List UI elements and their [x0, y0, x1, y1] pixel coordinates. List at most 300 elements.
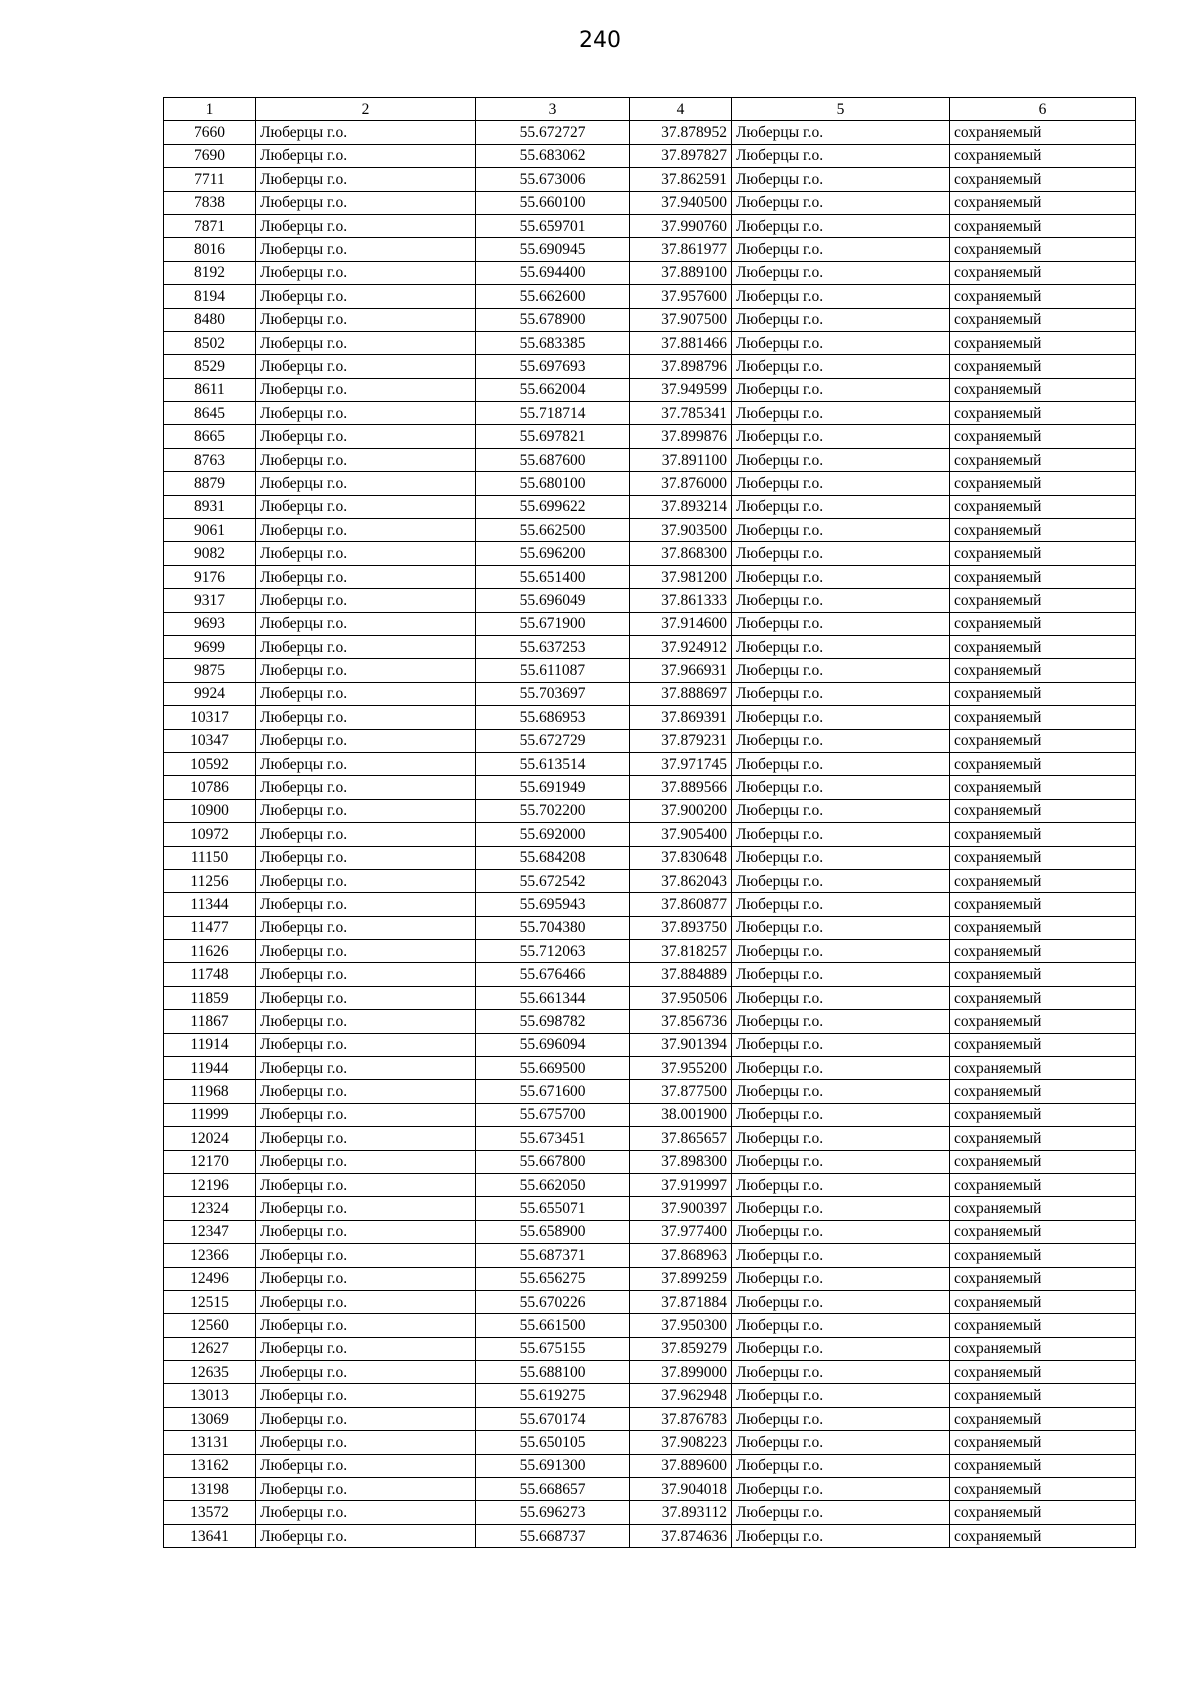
- column-header: 3: [476, 98, 630, 121]
- table-row: [164, 1314, 1136, 1337]
- cell-municipality-2: Люберцы г.о.: [732, 1478, 950, 1501]
- cell-latitude: 55.651400: [476, 565, 630, 588]
- cell-municipality: Люберцы г.о.: [256, 893, 476, 916]
- cell-longitude: 37.908223: [630, 1431, 732, 1454]
- cell-longitude: 37.862591: [630, 168, 732, 191]
- cell-municipality: Люберцы г.о.: [256, 261, 476, 284]
- cell-latitude: 55.662600: [476, 285, 630, 308]
- cell-status: сохраняемый: [950, 495, 1136, 518]
- cell-latitude: 55.655071: [476, 1197, 630, 1220]
- cell-status: сохраняемый: [950, 1057, 1136, 1080]
- cell-longitude: 37.830648: [630, 846, 732, 869]
- cell-status: сохраняемый: [950, 893, 1136, 916]
- cell-row-id: 11968: [164, 1080, 256, 1103]
- table-row: [164, 121, 1136, 144]
- cell-row-id: 7711: [164, 168, 256, 191]
- cell-row-id: 11256: [164, 869, 256, 892]
- cell-municipality: Люберцы г.о.: [256, 519, 476, 542]
- cell-latitude: 55.668657: [476, 1478, 630, 1501]
- cell-row-id: 7871: [164, 214, 256, 237]
- table-row: [164, 729, 1136, 752]
- cell-longitude: 37.990760: [630, 214, 732, 237]
- cell-row-id: 12170: [164, 1150, 256, 1173]
- cell-row-id: 9699: [164, 635, 256, 658]
- column-header: 1: [164, 98, 256, 121]
- cell-municipality: Люберцы г.о.: [256, 1407, 476, 1430]
- cell-municipality: Люберцы г.о.: [256, 238, 476, 261]
- cell-row-id: 11867: [164, 1010, 256, 1033]
- cell-status: сохраняемый: [950, 1103, 1136, 1126]
- cell-latitude: 55.687371: [476, 1244, 630, 1267]
- cell-row-id: 13131: [164, 1431, 256, 1454]
- cell-latitude: 55.671900: [476, 612, 630, 635]
- cell-municipality: Люберцы г.о.: [256, 1524, 476, 1547]
- cell-latitude: 55.658900: [476, 1220, 630, 1243]
- cell-status: сохраняемый: [950, 589, 1136, 612]
- cell-latitude: 55.659701: [476, 214, 630, 237]
- cell-municipality-2: Люберцы г.о.: [732, 1057, 950, 1080]
- cell-municipality-2: Люберцы г.о.: [732, 191, 950, 214]
- cell-latitude: 55.696094: [476, 1033, 630, 1056]
- cell-longitude: 37.897827: [630, 144, 732, 167]
- cell-longitude: 37.966931: [630, 659, 732, 682]
- cell-latitude: 55.662004: [476, 378, 630, 401]
- cell-municipality-2: Люберцы г.о.: [732, 1080, 950, 1103]
- cell-longitude: 37.868300: [630, 542, 732, 565]
- cell-status: сохраняемый: [950, 846, 1136, 869]
- cell-longitude: 37.914600: [630, 612, 732, 635]
- cell-longitude: 37.971745: [630, 752, 732, 775]
- cell-municipality: Люберцы г.о.: [256, 542, 476, 565]
- cell-status: сохраняемый: [950, 448, 1136, 471]
- cell-municipality: Люберцы г.о.: [256, 1220, 476, 1243]
- cell-row-id: 8016: [164, 238, 256, 261]
- table-row: [164, 846, 1136, 869]
- table-row: [164, 869, 1136, 892]
- cell-municipality: Люберцы г.о.: [256, 1057, 476, 1080]
- cell-latitude: 55.672727: [476, 121, 630, 144]
- cell-municipality: Люберцы г.о.: [256, 168, 476, 191]
- cell-row-id: 8480: [164, 308, 256, 331]
- cell-longitude: 37.893750: [630, 916, 732, 939]
- cell-latitude: 55.683062: [476, 144, 630, 167]
- cell-latitude: 55.613514: [476, 752, 630, 775]
- cell-status: сохраняемый: [950, 402, 1136, 425]
- cell-municipality-2: Люберцы г.о.: [732, 378, 950, 401]
- cell-municipality-2: Люберцы г.о.: [732, 729, 950, 752]
- table-row: [164, 706, 1136, 729]
- cell-status: сохраняемый: [950, 1173, 1136, 1196]
- table-row: [164, 238, 1136, 261]
- cell-row-id: 9875: [164, 659, 256, 682]
- cell-municipality: Люберцы г.о.: [256, 682, 476, 705]
- cell-status: сохраняемый: [950, 1478, 1136, 1501]
- cell-status: сохраняемый: [950, 1384, 1136, 1407]
- cell-longitude: 37.893214: [630, 495, 732, 518]
- table-row: [164, 986, 1136, 1009]
- cell-municipality: Люберцы г.о.: [256, 1127, 476, 1150]
- cell-municipality: Люберцы г.о.: [256, 214, 476, 237]
- cell-row-id: 8194: [164, 285, 256, 308]
- cell-row-id: 12515: [164, 1290, 256, 1313]
- cell-status: сохраняемый: [950, 635, 1136, 658]
- cell-row-id: 12366: [164, 1244, 256, 1267]
- cell-status: сохраняемый: [950, 285, 1136, 308]
- cell-longitude: 37.876000: [630, 472, 732, 495]
- cell-municipality-2: Люберцы г.о.: [732, 1454, 950, 1477]
- cell-row-id: 8931: [164, 495, 256, 518]
- cell-municipality-2: Люберцы г.о.: [732, 659, 950, 682]
- cell-longitude: 37.818257: [630, 940, 732, 963]
- cell-municipality-2: Люберцы г.о.: [732, 1524, 950, 1547]
- cell-municipality-2: Люберцы г.о.: [732, 1407, 950, 1430]
- table-row: [164, 448, 1136, 471]
- cell-status: сохраняемый: [950, 1244, 1136, 1267]
- cell-latitude: 55.699622: [476, 495, 630, 518]
- cell-status: сохраняемый: [950, 729, 1136, 752]
- cell-longitude: 38.001900: [630, 1103, 732, 1126]
- cell-longitude: 37.940500: [630, 191, 732, 214]
- cell-row-id: 8763: [164, 448, 256, 471]
- cell-municipality: Люберцы г.о.: [256, 612, 476, 635]
- cell-status: сохраняемый: [950, 1033, 1136, 1056]
- table-row: [164, 472, 1136, 495]
- cell-longitude: 37.907500: [630, 308, 732, 331]
- cell-municipality-2: Люберцы г.о.: [732, 1033, 950, 1056]
- cell-status: сохраняемый: [950, 214, 1136, 237]
- cell-longitude: 37.879231: [630, 729, 732, 752]
- table-row: [164, 1220, 1136, 1243]
- table-row: [164, 1244, 1136, 1267]
- cell-municipality: Люберцы г.о.: [256, 1197, 476, 1220]
- cell-row-id: 9317: [164, 589, 256, 612]
- table-row: [164, 752, 1136, 775]
- cell-row-id: 7690: [164, 144, 256, 167]
- data-table: [163, 97, 1136, 1548]
- cell-municipality-2: Люберцы г.о.: [732, 682, 950, 705]
- table-row: [164, 1197, 1136, 1220]
- cell-municipality-2: Люберцы г.о.: [732, 565, 950, 588]
- cell-municipality-2: Люберцы г.о.: [732, 940, 950, 963]
- table-row: [164, 214, 1136, 237]
- cell-longitude: 37.962948: [630, 1384, 732, 1407]
- cell-latitude: 55.669500: [476, 1057, 630, 1080]
- cell-municipality-2: Люберцы г.о.: [732, 1103, 950, 1126]
- cell-row-id: 8611: [164, 378, 256, 401]
- column-header: 6: [950, 98, 1136, 121]
- cell-latitude: 55.668737: [476, 1524, 630, 1547]
- cell-status: сохраняемый: [950, 1314, 1136, 1337]
- cell-longitude: 37.862043: [630, 869, 732, 892]
- cell-municipality: Люберцы г.о.: [256, 752, 476, 775]
- cell-status: сохраняемый: [950, 1524, 1136, 1547]
- cell-row-id: 8502: [164, 331, 256, 354]
- cell-municipality: Люберцы г.о.: [256, 1010, 476, 1033]
- cell-latitude: 55.683385: [476, 331, 630, 354]
- cell-municipality: Люберцы г.о.: [256, 589, 476, 612]
- cell-longitude: 37.919997: [630, 1173, 732, 1196]
- cell-longitude: 37.904018: [630, 1478, 732, 1501]
- cell-longitude: 37.861977: [630, 238, 732, 261]
- cell-status: сохраняемый: [950, 331, 1136, 354]
- cell-municipality-2: Люберцы г.о.: [732, 214, 950, 237]
- cell-status: сохраняемый: [950, 823, 1136, 846]
- cell-municipality: Люберцы г.о.: [256, 495, 476, 518]
- cell-municipality: Люберцы г.о.: [256, 308, 476, 331]
- cell-row-id: 10972: [164, 823, 256, 846]
- cell-municipality: Люберцы г.о.: [256, 144, 476, 167]
- cell-longitude: 37.898300: [630, 1150, 732, 1173]
- cell-municipality-2: Люберцы г.о.: [732, 589, 950, 612]
- cell-municipality-2: Люберцы г.о.: [732, 285, 950, 308]
- column-header: 2: [256, 98, 476, 121]
- cell-longitude: 37.900397: [630, 1197, 732, 1220]
- cell-status: сохраняемый: [950, 1337, 1136, 1360]
- table-row: [164, 1454, 1136, 1477]
- table-row: [164, 776, 1136, 799]
- cell-status: сохраняемый: [950, 168, 1136, 191]
- column-header: 5: [732, 98, 950, 121]
- cell-municipality: Люберцы г.о.: [256, 729, 476, 752]
- cell-municipality-2: Люберцы г.о.: [732, 144, 950, 167]
- cell-latitude: 55.691949: [476, 776, 630, 799]
- cell-municipality-2: Люберцы г.о.: [732, 846, 950, 869]
- cell-municipality-2: Люберцы г.о.: [732, 1314, 950, 1337]
- cell-municipality-2: Люберцы г.о.: [732, 1501, 950, 1524]
- table-row: [164, 799, 1136, 822]
- cell-municipality-2: Люберцы г.о.: [732, 495, 950, 518]
- table-row: [164, 1127, 1136, 1150]
- cell-longitude: 37.955200: [630, 1057, 732, 1080]
- table-row: [164, 402, 1136, 425]
- cell-longitude: 37.859279: [630, 1337, 732, 1360]
- table-row: [164, 1337, 1136, 1360]
- cell-municipality-2: Люберцы г.о.: [732, 1173, 950, 1196]
- cell-longitude: 37.868963: [630, 1244, 732, 1267]
- cell-status: сохраняемый: [950, 1454, 1136, 1477]
- cell-status: сохраняемый: [950, 472, 1136, 495]
- cell-longitude: 37.881466: [630, 331, 732, 354]
- cell-latitude: 55.611087: [476, 659, 630, 682]
- cell-row-id: 11914: [164, 1033, 256, 1056]
- cell-row-id: 9693: [164, 612, 256, 635]
- cell-longitude: 37.861333: [630, 589, 732, 612]
- cell-status: сохраняемый: [950, 542, 1136, 565]
- cell-status: сохраняемый: [950, 1080, 1136, 1103]
- cell-municipality: Люберцы г.о.: [256, 1454, 476, 1477]
- cell-municipality-2: Люберцы г.о.: [732, 425, 950, 448]
- cell-status: сохраняемый: [950, 682, 1136, 705]
- cell-latitude: 55.698782: [476, 1010, 630, 1033]
- cell-municipality: Люберцы г.о.: [256, 916, 476, 939]
- cell-row-id: 12324: [164, 1197, 256, 1220]
- table-row: [164, 1524, 1136, 1547]
- cell-status: сохраняемый: [950, 1361, 1136, 1384]
- table-row: [164, 1150, 1136, 1173]
- cell-municipality-2: Люберцы г.о.: [732, 1244, 950, 1267]
- table-row: [164, 1267, 1136, 1290]
- cell-latitude: 55.619275: [476, 1384, 630, 1407]
- cell-row-id: 13013: [164, 1384, 256, 1407]
- table-row: [164, 285, 1136, 308]
- table-row: [164, 168, 1136, 191]
- table-body: [164, 121, 1136, 1548]
- table-row: [164, 635, 1136, 658]
- table-row: [164, 659, 1136, 682]
- cell-row-id: 12627: [164, 1337, 256, 1360]
- cell-status: сохраняемый: [950, 519, 1136, 542]
- cell-status: сохраняемый: [950, 1431, 1136, 1454]
- cell-municipality: Люберцы г.о.: [256, 191, 476, 214]
- cell-latitude: 55.660100: [476, 191, 630, 214]
- cell-latitude: 55.662500: [476, 519, 630, 542]
- cell-municipality-2: Люберцы г.о.: [732, 448, 950, 471]
- cell-status: сохраняемый: [950, 1150, 1136, 1173]
- table-row: [164, 1057, 1136, 1080]
- cell-latitude: 55.718714: [476, 402, 630, 425]
- cell-longitude: 37.865657: [630, 1127, 732, 1150]
- cell-municipality: Люберцы г.о.: [256, 1314, 476, 1337]
- cell-latitude: 55.637253: [476, 635, 630, 658]
- cell-municipality: Люберцы г.о.: [256, 565, 476, 588]
- cell-longitude: 37.871884: [630, 1290, 732, 1313]
- table-row: [164, 1080, 1136, 1103]
- cell-municipality: Люберцы г.о.: [256, 1080, 476, 1103]
- cell-municipality: Люберцы г.о.: [256, 1337, 476, 1360]
- cell-latitude: 55.673451: [476, 1127, 630, 1150]
- table-row: [164, 495, 1136, 518]
- cell-municipality-2: Люберцы г.о.: [732, 1290, 950, 1313]
- cell-latitude: 55.686953: [476, 706, 630, 729]
- cell-status: сохраняемый: [950, 706, 1136, 729]
- cell-municipality: Люберцы г.о.: [256, 846, 476, 869]
- cell-status: сохраняемый: [950, 565, 1136, 588]
- cell-longitude: 37.898796: [630, 355, 732, 378]
- cell-status: сохраняемый: [950, 612, 1136, 635]
- cell-municipality-2: Люберцы г.о.: [732, 261, 950, 284]
- page-number: 240: [579, 28, 621, 53]
- cell-latitude: 55.667800: [476, 1150, 630, 1173]
- cell-longitude: 37.884889: [630, 963, 732, 986]
- cell-row-id: 11344: [164, 893, 256, 916]
- table-row: [164, 378, 1136, 401]
- table-row: [164, 1431, 1136, 1454]
- cell-municipality: Люберцы г.о.: [256, 331, 476, 354]
- cell-row-id: 7838: [164, 191, 256, 214]
- cell-longitude: 37.889566: [630, 776, 732, 799]
- cell-municipality: Люберцы г.о.: [256, 869, 476, 892]
- cell-row-id: 13162: [164, 1454, 256, 1477]
- cell-latitude: 55.672542: [476, 869, 630, 892]
- cell-longitude: 37.981200: [630, 565, 732, 588]
- cell-row-id: 11626: [164, 940, 256, 963]
- cell-municipality-2: Люберцы г.о.: [732, 542, 950, 565]
- table-row: [164, 963, 1136, 986]
- cell-row-id: 12196: [164, 1173, 256, 1196]
- cell-status: сохраняемый: [950, 378, 1136, 401]
- cell-status: сохраняемый: [950, 986, 1136, 1009]
- cell-latitude: 55.675155: [476, 1337, 630, 1360]
- cell-municipality-2: Люберцы г.о.: [732, 869, 950, 892]
- cell-latitude: 55.690945: [476, 238, 630, 261]
- cell-municipality-2: Люберцы г.о.: [732, 519, 950, 542]
- cell-latitude: 55.694400: [476, 261, 630, 284]
- cell-longitude: 37.856736: [630, 1010, 732, 1033]
- cell-row-id: 8192: [164, 261, 256, 284]
- cell-latitude: 55.670226: [476, 1290, 630, 1313]
- cell-municipality: Люберцы г.о.: [256, 1478, 476, 1501]
- cell-latitude: 55.695943: [476, 893, 630, 916]
- cell-latitude: 55.662050: [476, 1173, 630, 1196]
- table-row: [164, 308, 1136, 331]
- table-row: [164, 1361, 1136, 1384]
- cell-longitude: 37.878952: [630, 121, 732, 144]
- cell-municipality-2: Люберцы г.о.: [732, 121, 950, 144]
- cell-municipality: Люберцы г.о.: [256, 425, 476, 448]
- cell-municipality: Люберцы г.о.: [256, 448, 476, 471]
- table-row: [164, 1501, 1136, 1524]
- cell-status: сохраняемый: [950, 1407, 1136, 1430]
- cell-longitude: 37.901394: [630, 1033, 732, 1056]
- cell-row-id: 9061: [164, 519, 256, 542]
- cell-latitude: 55.671600: [476, 1080, 630, 1103]
- cell-municipality: Люберцы г.о.: [256, 1431, 476, 1454]
- table-row: [164, 589, 1136, 612]
- cell-row-id: 13069: [164, 1407, 256, 1430]
- cell-municipality: Люберцы г.о.: [256, 659, 476, 682]
- cell-municipality: Люберцы г.о.: [256, 1033, 476, 1056]
- cell-municipality: Люберцы г.о.: [256, 285, 476, 308]
- cell-municipality-2: Люберцы г.о.: [732, 402, 950, 425]
- cell-municipality-2: Люберцы г.о.: [732, 355, 950, 378]
- column-header: 4: [630, 98, 732, 121]
- table-row: [164, 565, 1136, 588]
- cell-municipality-2: Люберцы г.о.: [732, 986, 950, 1009]
- cell-row-id: 12635: [164, 1361, 256, 1384]
- cell-row-id: 12024: [164, 1127, 256, 1150]
- cell-status: сохраняемый: [950, 1501, 1136, 1524]
- table-row: [164, 893, 1136, 916]
- cell-municipality: Люберцы г.о.: [256, 799, 476, 822]
- cell-municipality-2: Люберцы г.о.: [732, 1220, 950, 1243]
- cell-longitude: 37.899259: [630, 1267, 732, 1290]
- cell-latitude: 55.696273: [476, 1501, 630, 1524]
- cell-municipality: Люберцы г.о.: [256, 1361, 476, 1384]
- cell-status: сохраняемый: [950, 1127, 1136, 1150]
- table-row: [164, 1384, 1136, 1407]
- cell-municipality-2: Люберцы г.о.: [732, 1361, 950, 1384]
- table-header-row: [164, 98, 1136, 121]
- table-row: [164, 144, 1136, 167]
- cell-latitude: 55.675700: [476, 1103, 630, 1126]
- cell-latitude: 55.672729: [476, 729, 630, 752]
- cell-row-id: 9082: [164, 542, 256, 565]
- table-row: [164, 331, 1136, 354]
- cell-latitude: 55.688100: [476, 1361, 630, 1384]
- cell-latitude: 55.697693: [476, 355, 630, 378]
- cell-municipality: Люберцы г.о.: [256, 823, 476, 846]
- cell-row-id: 11944: [164, 1057, 256, 1080]
- cell-longitude: 37.900200: [630, 799, 732, 822]
- cell-longitude: 37.899876: [630, 425, 732, 448]
- cell-status: сохраняемый: [950, 238, 1136, 261]
- table-row: [164, 1290, 1136, 1313]
- cell-municipality: Люберцы г.о.: [256, 1384, 476, 1407]
- cell-longitude: 37.785341: [630, 402, 732, 425]
- cell-municipality-2: Люберцы г.о.: [732, 1431, 950, 1454]
- cell-municipality-2: Люберцы г.о.: [732, 1384, 950, 1407]
- cell-status: сохраняемый: [950, 940, 1136, 963]
